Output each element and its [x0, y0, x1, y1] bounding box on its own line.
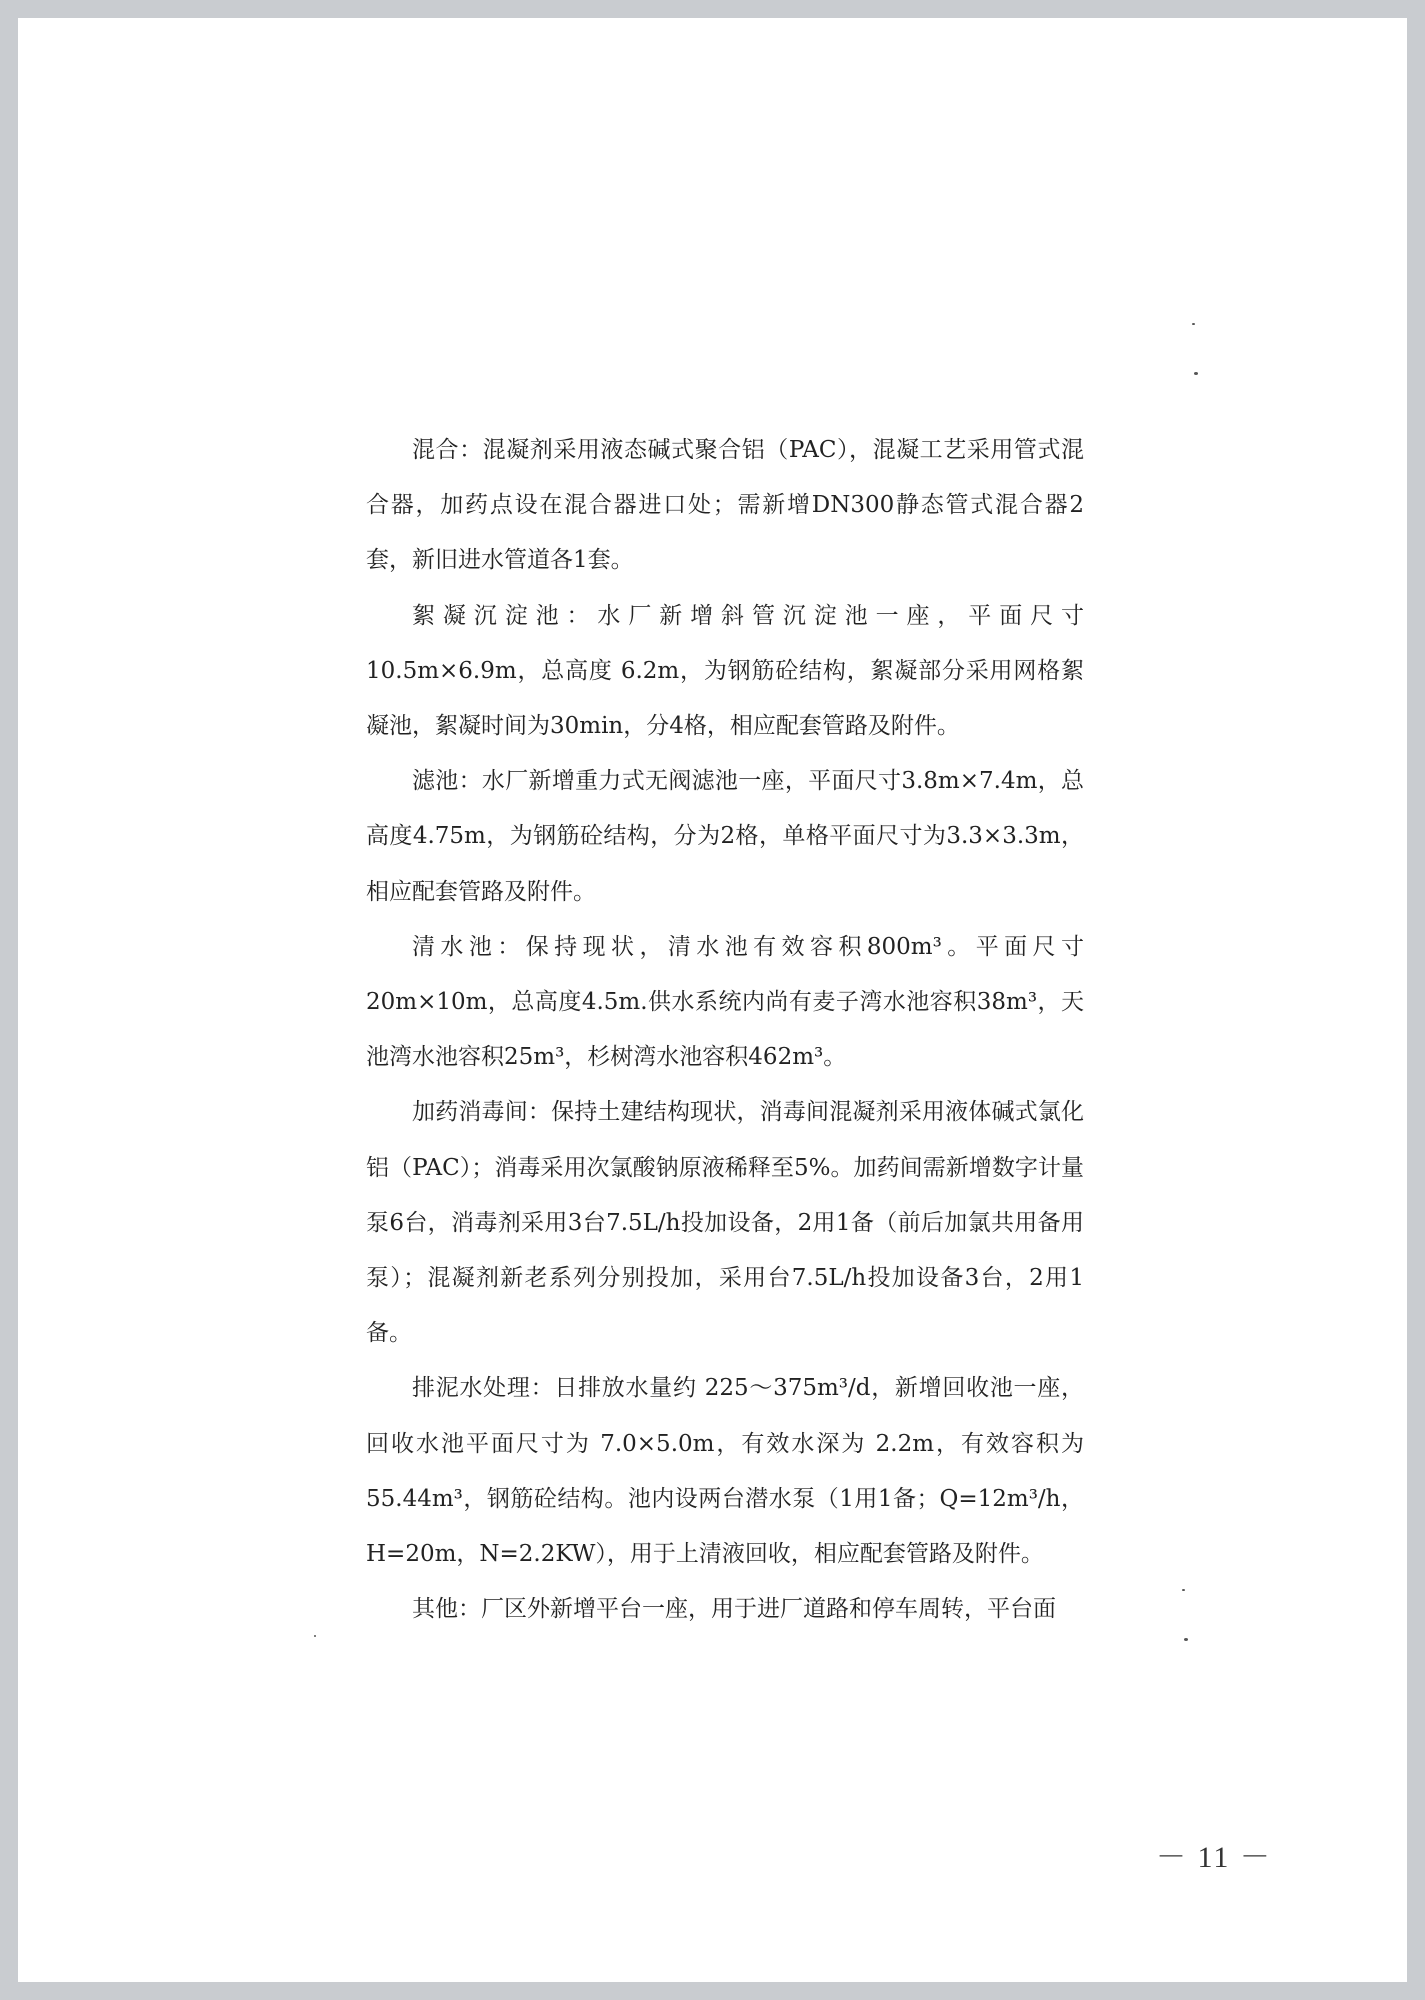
paragraph-sludge-treatment: 排泥水处理：日排放水量约 225～375m³/d，新增回收池一座，回收水池平面尺寸为 7.0×5.0m，有效水深为 2.2m，有效容积为55.44m³，钢筋砼结构。池内设两台潜水泵（1用1备；Q=12m³/h，H=20m，N=2.2KW），用于上清液回收，相应配套管路及附件。	[366, 1375, 1084, 1568]
scan-speck	[314, 1635, 316, 1637]
body-text	[366, 423, 1084, 1637]
paragraph-other: 其他：厂区外新增平台一座，用于进厂道路和停车周转，平台面	[412, 1596, 1056, 1623]
scan-speck	[1192, 323, 1195, 325]
paragraph-dosing-disinfection: 加药消毒间：保持土建结构现状，消毒间混凝剂采用液体碱式氯化铝（PAC）；消毒采用次氯酸钠原液稀释至5%。加药间需新增数字计量泵6台，消毒剂采用3台7.5L/h投加设备，2用1备（前后加氯共用备用泵）；混凝剂新老系列分别投加，采用台7.5L/h投加设备3台，2用1备。	[366, 1099, 1084, 1347]
scan-speck	[1184, 1638, 1188, 1641]
scan-speck	[1194, 372, 1198, 375]
paragraph-flocculation-sedimentation: 絮凝沉淀池：水厂新增斜管沉淀池一座，平面尺寸10.5m×6.9m，总高度 6.2m，为钢筋砼结构，絮凝部分采用网格絮凝池，絮凝时间为30min，分4格，相应配套管路及附件。	[366, 602, 1084, 740]
page-number: － 11 －	[1156, 1841, 1272, 1874]
paragraph-clear-water-tank: 清水池：保持现状，清水池有效容积800m³。平面尺寸20m×10m，总高度4.5m.供水系统内尚有麦子湾水池容积38m³，天池湾水池容积25m³，杉树湾水池容积462m³。	[366, 933, 1084, 1071]
document-page	[18, 18, 1407, 1982]
paragraph-mixing: 混合：混凝剂采用液态碱式聚合铝（PAC），混凝工艺采用管式混合器，加药点设在混合器进口处；需新增DN300静态管式混合器2套，新旧进水管道各1套。	[366, 437, 1084, 574]
paragraph-filter: 滤池：水厂新增重力式无阀滤池一座，平面尺寸3.8m×7.4m，总高度4.75m，为钢筋砼结构，分为2格，单格平面尺寸为3.3×3.3m，相应配套管路及附件。	[366, 768, 1084, 905]
scan-speck	[1182, 1589, 1185, 1591]
